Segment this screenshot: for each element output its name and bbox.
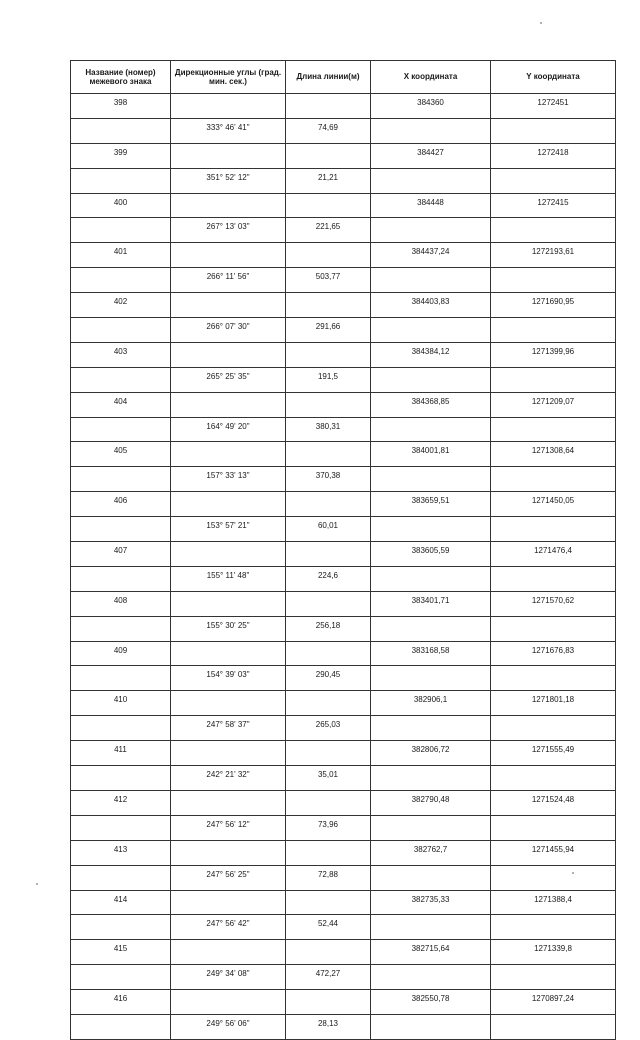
line-length-cell: 191,5 [286,367,371,392]
empty-cell [71,716,171,741]
point-row [71,243,616,268]
empty-cell [371,616,491,641]
y-coordinate-cell: 1271555,49 [491,741,616,766]
empty-cell [171,342,286,367]
empty-cell [171,641,286,666]
y-coordinate-cell: 1271339,8 [491,940,616,965]
empty-cell [286,641,371,666]
empty-cell [71,517,171,542]
empty-cell [371,268,491,293]
header-x: X координата [371,61,491,94]
segment-row [71,318,616,343]
line-length-cell: 380,31 [286,417,371,442]
line-length-cell: 221,65 [286,218,371,243]
segment-row [71,367,616,392]
point-row [71,94,616,119]
empty-cell [491,417,616,442]
empty-cell [71,616,171,641]
empty-cell [71,1014,171,1039]
empty-cell [71,666,171,691]
segment-row [71,168,616,193]
y-coordinate-cell: 1272415 [491,193,616,218]
empty-cell [286,591,371,616]
y-coordinate-cell: 1271570,62 [491,591,616,616]
point-name-cell: 403 [71,342,171,367]
segment-row [71,268,616,293]
empty-cell [71,268,171,293]
empty-cell [71,766,171,791]
direction-angle-cell: 249° 34' 08" [171,965,286,990]
empty-cell [371,965,491,990]
empty-cell [491,318,616,343]
segment-row [71,865,616,890]
empty-cell [371,367,491,392]
x-coordinate-cell: 384360 [371,94,491,119]
empty-cell [286,940,371,965]
empty-cell [171,691,286,716]
header-name: Название (номер) межевого знака [71,61,171,94]
line-length-cell: 224,6 [286,566,371,591]
point-name-cell: 402 [71,293,171,318]
empty-cell [286,342,371,367]
empty-cell [286,691,371,716]
point-row [71,990,616,1015]
segment-row [71,517,616,542]
point-row [71,492,616,517]
point-name-cell: 407 [71,542,171,567]
line-length-cell: 256,18 [286,616,371,641]
x-coordinate-cell: 384368,85 [371,392,491,417]
empty-cell [71,367,171,392]
empty-cell [171,741,286,766]
point-row [71,143,616,168]
empty-cell [491,965,616,990]
x-coordinate-cell: 382735,33 [371,890,491,915]
y-coordinate-cell: 1271308,64 [491,442,616,467]
point-row [71,442,616,467]
segment-row [71,118,616,143]
x-coordinate-cell: 384384,12 [371,342,491,367]
empty-cell [171,243,286,268]
empty-cell [171,542,286,567]
empty-cell [371,517,491,542]
point-row [71,741,616,766]
empty-cell [71,218,171,243]
y-coordinate-cell: 1271801,18 [491,691,616,716]
x-coordinate-cell: 383659,51 [371,492,491,517]
empty-cell [491,865,616,890]
point-name-cell: 416 [71,990,171,1015]
empty-cell [371,118,491,143]
segment-row [71,716,616,741]
empty-cell [371,766,491,791]
y-coordinate-cell: 1271388,4 [491,890,616,915]
x-coordinate-cell: 382762,7 [371,840,491,865]
y-coordinate-cell: 1272451 [491,94,616,119]
point-row [71,542,616,567]
segment-row [71,965,616,990]
empty-cell [171,143,286,168]
empty-cell [71,118,171,143]
direction-angle-cell: 266° 07' 30" [171,318,286,343]
empty-cell [491,666,616,691]
empty-cell [171,990,286,1015]
segment-row [71,766,616,791]
y-coordinate-cell: 1271476,4 [491,542,616,567]
empty-cell [286,94,371,119]
y-coordinate-cell: 1271676,83 [491,641,616,666]
y-coordinate-cell: 1272418 [491,143,616,168]
y-coordinate-cell: 1270897,24 [491,990,616,1015]
direction-angle-cell: 265° 25' 35" [171,367,286,392]
line-length-cell: 52,44 [286,915,371,940]
line-length-cell: 73,96 [286,815,371,840]
point-name-cell: 404 [71,392,171,417]
empty-cell [371,566,491,591]
x-coordinate-cell: 382790,48 [371,790,491,815]
empty-cell [286,990,371,1015]
point-name-cell: 406 [71,492,171,517]
scan-speck [572,872,574,874]
direction-angle-cell: 247° 56' 42" [171,915,286,940]
empty-cell [71,168,171,193]
coordinates-table [70,60,616,1040]
empty-cell [171,442,286,467]
point-row [71,293,616,318]
direction-angle-cell: 247° 56' 25" [171,865,286,890]
line-length-cell: 35,01 [286,766,371,791]
empty-cell [491,367,616,392]
line-length-cell: 290,45 [286,666,371,691]
header-row [71,61,616,94]
point-row [71,790,616,815]
empty-cell [371,666,491,691]
point-name-cell: 413 [71,840,171,865]
empty-cell [286,442,371,467]
empty-cell [371,716,491,741]
point-row [71,392,616,417]
direction-angle-cell: 249° 56' 06" [171,1014,286,1039]
point-row [71,840,616,865]
x-coordinate-cell: 382550,78 [371,990,491,1015]
point-name-cell: 415 [71,940,171,965]
y-coordinate-cell: 1271455,94 [491,840,616,865]
scan-speck [540,22,542,24]
empty-cell [71,815,171,840]
x-coordinate-cell: 384448 [371,193,491,218]
segment-row [71,915,616,940]
empty-cell [171,840,286,865]
y-coordinate-cell: 1271690,95 [491,293,616,318]
point-name-cell: 398 [71,94,171,119]
empty-cell [371,467,491,492]
line-length-cell: 60,01 [286,517,371,542]
point-name-cell: 410 [71,691,171,716]
empty-cell [71,965,171,990]
empty-cell [491,168,616,193]
line-length-cell: 370,38 [286,467,371,492]
empty-cell [171,392,286,417]
empty-cell [71,417,171,442]
direction-angle-cell: 247° 58' 37" [171,716,286,741]
line-length-cell: 291,66 [286,318,371,343]
segment-row [71,1014,616,1039]
x-coordinate-cell: 382806,72 [371,741,491,766]
y-coordinate-cell: 1272193,61 [491,243,616,268]
empty-cell [286,143,371,168]
x-coordinate-cell: 383401,71 [371,591,491,616]
header-length: Длина линии(м) [286,61,371,94]
empty-cell [71,566,171,591]
line-length-cell: 28,13 [286,1014,371,1039]
empty-cell [491,517,616,542]
x-coordinate-cell: 383605,59 [371,542,491,567]
point-name-cell: 401 [71,243,171,268]
direction-angle-cell: 242° 21' 32" [171,766,286,791]
point-row [71,193,616,218]
line-length-cell: 72,88 [286,865,371,890]
empty-cell [286,542,371,567]
direction-angle-cell: 154° 39' 03" [171,666,286,691]
x-coordinate-cell: 382715,64 [371,940,491,965]
point-row [71,890,616,915]
empty-cell [286,492,371,517]
direction-angle-cell: 155° 11' 48" [171,566,286,591]
empty-cell [286,890,371,915]
empty-cell [491,1014,616,1039]
point-row [71,641,616,666]
segment-row [71,666,616,691]
empty-cell [171,94,286,119]
empty-cell [71,865,171,890]
empty-cell [491,616,616,641]
empty-cell [171,890,286,915]
empty-cell [371,865,491,890]
point-name-cell: 405 [71,442,171,467]
x-coordinate-cell: 383168,58 [371,641,491,666]
header-y: Y координата [491,61,616,94]
empty-cell [371,417,491,442]
segment-row [71,218,616,243]
direction-angle-cell: 153° 57' 21" [171,517,286,542]
empty-cell [286,741,371,766]
direction-angle-cell: 157° 33' 13" [171,467,286,492]
direction-angle-cell: 266° 11' 56" [171,268,286,293]
empty-cell [491,815,616,840]
x-coordinate-cell: 382906,1 [371,691,491,716]
empty-cell [171,193,286,218]
point-row [71,342,616,367]
y-coordinate-cell: 1271450,05 [491,492,616,517]
empty-cell [491,268,616,293]
empty-cell [171,790,286,815]
empty-cell [171,940,286,965]
empty-cell [71,915,171,940]
segment-row [71,467,616,492]
x-coordinate-cell: 384001,81 [371,442,491,467]
empty-cell [371,318,491,343]
empty-cell [286,392,371,417]
empty-cell [491,218,616,243]
segment-row [71,417,616,442]
direction-angle-cell: 155° 30' 25" [171,616,286,641]
y-coordinate-cell: 1271524,48 [491,790,616,815]
line-length-cell: 472,27 [286,965,371,990]
segment-row [71,815,616,840]
line-length-cell: 503,77 [286,268,371,293]
empty-cell [371,218,491,243]
empty-cell [371,815,491,840]
empty-cell [371,915,491,940]
y-coordinate-cell: 1271399,96 [491,342,616,367]
direction-angle-cell: 164° 49' 20" [171,417,286,442]
empty-cell [71,467,171,492]
empty-cell [171,492,286,517]
point-row [71,591,616,616]
empty-cell [286,243,371,268]
empty-cell [371,168,491,193]
coordinates-sheet [70,60,615,1040]
x-coordinate-cell: 384437,24 [371,243,491,268]
direction-angle-cell: 333° 46' 41" [171,118,286,143]
segment-row [71,566,616,591]
empty-cell [491,566,616,591]
empty-cell [491,118,616,143]
empty-cell [171,591,286,616]
empty-cell [171,293,286,318]
direction-angle-cell: 247° 56' 12" [171,815,286,840]
point-name-cell: 411 [71,741,171,766]
segment-row [71,616,616,641]
line-length-cell: 74,69 [286,118,371,143]
point-name-cell: 399 [71,143,171,168]
empty-cell [491,915,616,940]
y-coordinate-cell: 1271209,07 [491,392,616,417]
line-length-cell: 21,21 [286,168,371,193]
point-name-cell: 409 [71,641,171,666]
empty-cell [286,790,371,815]
point-row [71,940,616,965]
empty-cell [71,318,171,343]
point-row [71,691,616,716]
empty-cell [491,467,616,492]
point-name-cell: 400 [71,193,171,218]
line-length-cell: 265,03 [286,716,371,741]
empty-cell [491,716,616,741]
table-body [71,94,616,1040]
scan-speck [36,883,38,885]
direction-angle-cell: 351° 52' 12" [171,168,286,193]
point-name-cell: 408 [71,591,171,616]
empty-cell [286,840,371,865]
header-angle: Дирекционные углы (град. мин. сек.) [171,61,286,94]
point-name-cell: 414 [71,890,171,915]
empty-cell [371,1014,491,1039]
direction-angle-cell: 267° 13' 03" [171,218,286,243]
empty-cell [286,193,371,218]
empty-cell [491,766,616,791]
x-coordinate-cell: 384403,83 [371,293,491,318]
x-coordinate-cell: 384427 [371,143,491,168]
empty-cell [286,293,371,318]
point-name-cell: 412 [71,790,171,815]
